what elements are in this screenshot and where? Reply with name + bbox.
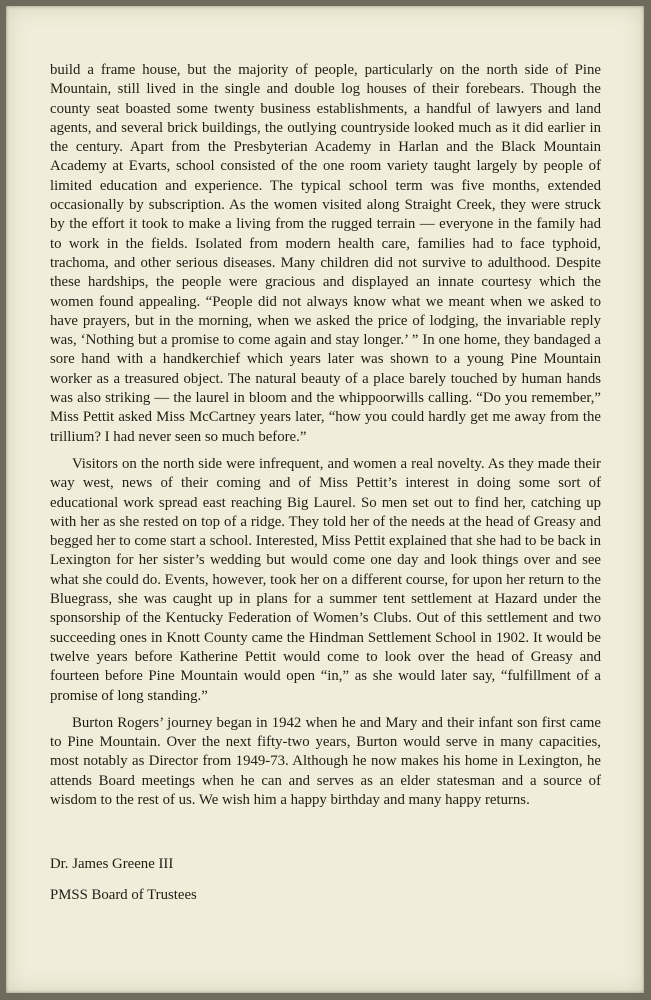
- document-page: [6, 6, 644, 993]
- text-block: [50, 61, 601, 916]
- signature-name: Dr. James Greene III: [50, 856, 174, 873]
- signature-title: PMSS Board of Trustees: [50, 887, 197, 904]
- body-paragraph-burton-rogers: Burton Rogers’ journey began in 1942 when he and Mary and their infant son first came to Pine Mountain. Over the next fifty-two years, Burton would serve in many capacities, most notably as Director from 1949-73. Although he now makes his home in Lexington, he attends Board meetings when he can and serves as an elder statesman and a source of wisdom to the rest of us. We wish him a happy birthday and many happy returns.: [50, 714, 601, 808]
- body-paragraph-visitors: Visitors on the north side were infrequent, and women a real novelty. As they made their way west, news of their coming and of Miss Pettit’s interest in doing some sort of educational work spread east reaching Big Laurel. So men set out to find her, catching up with her as she rested on top of a ridge. They told her of the needs at the head of Greasy and begged her to come start a school. Interested, Miss Pettit explained that she had to be back in Lexington for her sister’s wedding but would come one day and look things over and see what she could do. Events, however, took her on a different course, for upon her return to the Bluegrass, she was caught up in plans for a summer tent settlement at Hazard under the sponsorship of the Kentucky Federation of Women’s Clubs. Out of this settlement and two succeeding ones in Knott County came the Hindman Settlement School in 1902. It would be twelve years before Katherine Pettit would come to look over the head of Greasy and fourteen before Pine Mountain would open “in,” as she would later say, “fulfillment of a promise of long standing.”: [50, 455, 601, 704]
- signature-block: [50, 854, 601, 905]
- body-paragraph-continuation: build a frame house, but the majority of people, particularly on the north side of Pine Mountain, still lived in the single and double log houses of their forebears. Though the county seat boasted some twenty business establishments, a handful of lawyers and land agents, and several brick buildings, the outlying countryside looked much as it did earlier in the century. Apart from the Presbyterian Academy in Harlan and the Black Mountain Academy at Evarts, school consisted of the one room variety taught largely by people of limited education and experience. The typical school term was five months, extended occasionally by subscription. As the women visited along Straight Creek, they were struck by the effort it took to make a living from the rugged terrain — everyone in the family had to work in the fields. Isolated from modern health care, families had to face typhoid, trachoma, and other serious diseases. Many children did not survive to adulthood. Despite these hardships, the people were gracious and displayed an innate courtesy which the women found appealing. “People did not always know what we meant when we asked to have prayers, but in the morning, when we asked the price of lodging, the invariable reply was, ‘Nothing but a promise to come again and stay longer.’ ” In one home, they bandaged a sore hand with a handkerchief which years later was shown to a young Pine Mountain worker as a treasured object. The natural beauty of a place barely touched by human hands was also striking — the laurel in bloom and the whippoorwills calling. “Do you remember,” Miss Pettit asked Miss McCartney years later, “how you could hardly get me away from the trillium? I had never seen so much before.”: [50, 62, 601, 445]
